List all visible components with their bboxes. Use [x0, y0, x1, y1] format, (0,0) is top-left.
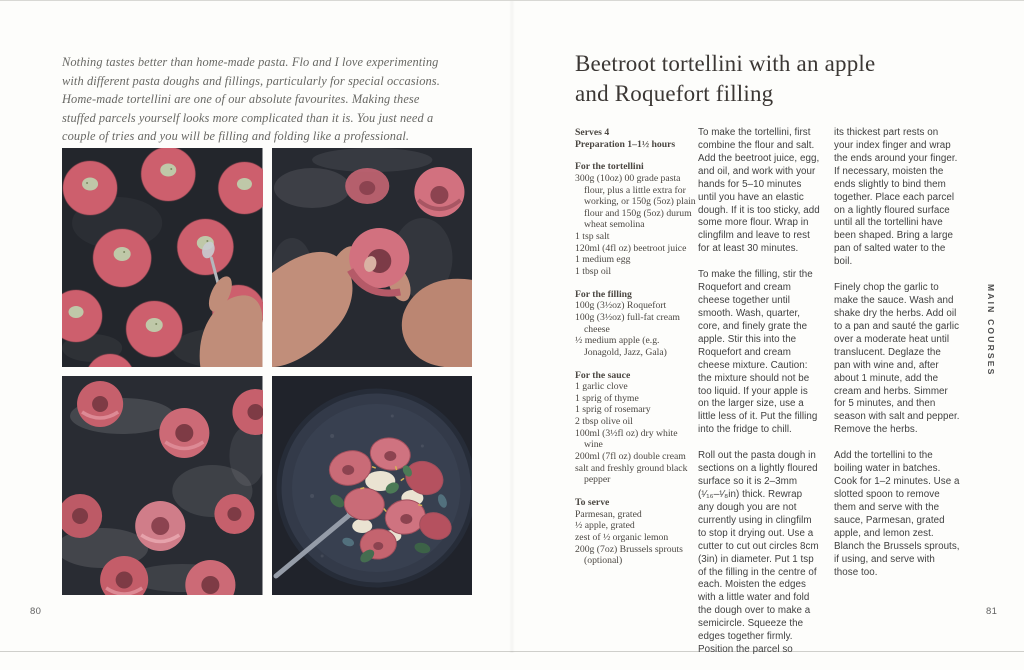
method-column-1 [698, 127, 820, 670]
photo-plated-tortellini-bowl [272, 376, 473, 595]
ingredient-item: 1 medium egg [575, 254, 631, 266]
ingredient-item: 300g (10oz) 00 grade pasta flour, plus a little extra for working, or 150g (5oz) plain flour and 150g (5oz) durum wheat semolina [575, 172, 696, 231]
method-column-2 [834, 127, 960, 592]
ingredient-item: 200ml (7fl oz) double cream [575, 451, 686, 463]
ingredient-item: salt and freshly ground black pepper [575, 462, 688, 486]
recipe-meta [575, 127, 698, 150]
page-number-left: 80 [30, 606, 42, 617]
ingredient-section-to-serve [575, 497, 698, 567]
preparation-label: Preparation 1–1½ hours [575, 138, 676, 150]
ingredient-item: 1 sprig of thyme [575, 392, 639, 404]
photo-hands-folding-tortellini [272, 148, 473, 367]
ingredient-item: ½ medium apple (e.g. Jonagold, Jazz, Gala) [575, 335, 667, 358]
method-paragraph: To make the filling, stir the Roquefort and cream cheese together until smooth. Wash, quarter, core, and finely grate the apple. Stir this into the Roquefort and cream cheese mixture. Caution: the mixture should not be too liquid. If your apple is on the larger size, use a little less of it. Put the filling into the fridge to chill. [698, 269, 818, 436]
ingredient-item: 100g (3½oz) full-fat cream cheese [575, 311, 680, 335]
ingredient-section-filling [575, 289, 698, 359]
method-paragraph: Finely chop the garlic to make the sauce. Wash and shake dry the herbs. Add oil to a pan and sauté the garlic over a moderate heat until translucent. Deglaze the pan with wine and, after about 1 minute, add the cream and herbs. Simmer for 5 minutes, and then season with salt and pepper. Remove the herbs. [834, 282, 960, 436]
photo-pasta-discs-filling [62, 148, 263, 367]
ingredient-item: 1 tsp salt [575, 231, 610, 243]
recipe-title-line2: and Roquefort filling [575, 80, 774, 106]
method-paragraph: Roll out the pasta dough in sections on a lightly floured surface so it is 2–3mm (¹⁄₁₆–¹⁄₈in) thick. Rewrap any dough you are not currently using in clingfilm to stop it drying out. Use a cutter to cut out circles 8cm (3in) in diameter. Put 1 tsp of the filling in the centre of each. Moisten the edges with a little water and fold the dough over to make a semicircle. Squeeze the edges together firmly. Position the parcel so [698, 450, 819, 656]
ingredient-item: zest of ½ organic lemon [575, 531, 669, 543]
intro-text: Nothing tastes better than home-made pasta. Flo and I love experimenting with different pasta doughs and fillings, particularly for special occasions. Home-made tortellini are one of our absolute favourites. Making these stuffed parcels yourself looks more complicated than it is. You just need a couple of tries and you will be filling and folding like a professional. [62, 55, 440, 144]
ingredient-item: 1 garlic clove [575, 381, 628, 393]
ingredients-column [575, 127, 698, 567]
photo-grid [62, 148, 472, 595]
ingredient-section-tortellini [575, 161, 698, 277]
ingredient-item: Parmesan, grated [575, 508, 642, 520]
serves-label: Serves 4 [575, 127, 610, 138]
ingredient-section-title: For the filling [575, 288, 632, 300]
ingredient-item: 120ml (4fl oz) beetroot juice [575, 242, 687, 254]
ingredient-section-title: For the sauce [575, 369, 631, 381]
page-seam [509, 1, 515, 653]
ingredient-item: 100g (3½oz) Roquefort [575, 300, 667, 312]
ingredient-item: 1 tbsp oil [575, 266, 612, 278]
sidebar-category-label: MAIN COURSES [986, 284, 996, 377]
recipe-title-line1: Beetroot tortellini with an apple [575, 51, 876, 76]
ingredient-section-sauce [575, 370, 698, 486]
photo-shaped-tortellini [62, 376, 263, 595]
ingredient-section-title: To serve [575, 496, 610, 508]
method-paragraph: its thickest part rests on your index finger and wrap the ends around your finger. If necessary, moisten the ends slightly to bind them together. Place each parcel on a lightly floured surface until all the tortellini have been shaped. Bring a large pan of salted water to the boil. [834, 127, 958, 268]
ingredient-item: 100ml (3½fl oz) dry white wine [575, 427, 678, 451]
page-number-right: 81 [986, 606, 998, 617]
ingredient-item: 2 tbsp olive oil [575, 416, 633, 428]
method-paragraph: To make the tortellini, first combine the flour and salt. Add the beetroot juice, egg, and oil, and work with your hands for 5–10 minutes until you have an elastic dough. If it is too sticky, add some more flour. Wrap in clingfilm and leave to rest for at least 30 minutes. [698, 127, 820, 255]
ingredient-item: 200g (7oz) Brussels sprouts (optional) [575, 543, 683, 567]
ingredient-item: 1 sprig of rosemary [575, 404, 651, 416]
method-paragraph: Add the tortellini to the boiling water in batches. Cook for 1–2 minutes. Use a slotted spoon to remove them and serve with the sauce, Parmesan, grated apple, and lemon zest. Blanch the Brussels sprouts, if using, and serve with those too. [834, 450, 960, 578]
ingredient-section-title: For the tortellini [575, 161, 644, 173]
ingredient-item: ½ apple, grated [575, 520, 635, 532]
recipe-title [575, 49, 995, 109]
